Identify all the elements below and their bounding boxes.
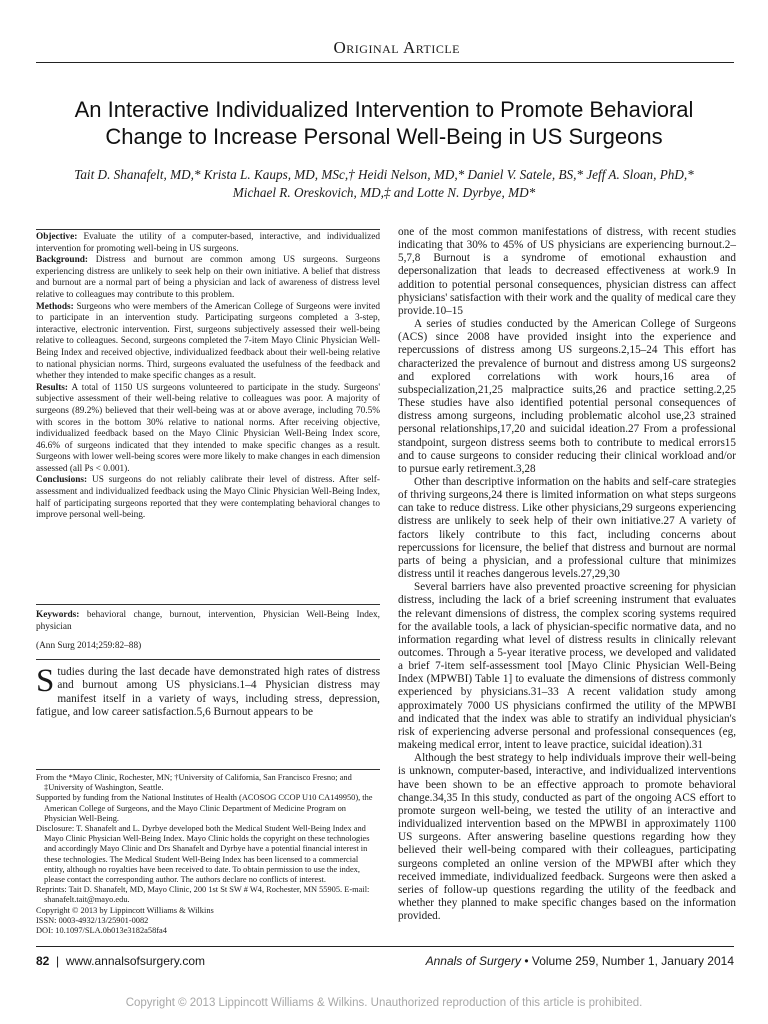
footnote: Supported by funding from the National Institutes of Health (ACOSOG CCOP U10 CA149950), the American College of Surgeons, and the Mayo Clinic Department of Medicine Program on Physician Well-Being. <box>36 793 373 823</box>
section-header: Original Article <box>333 38 460 57</box>
journal-website[interactable]: www.annalsofsurgery.com <box>65 954 205 968</box>
footnotes <box>36 773 380 936</box>
header-rule <box>36 62 734 63</box>
abstract-objective: Objective: Evaluate the utility of a computer-based, interactive, and individualized intervention for promoting well-being in US surgeons. <box>36 232 380 254</box>
journal-name: Annals of Surgery <box>425 954 521 968</box>
footnote: From the *Mayo Clinic, Rochester, MN; †University of California, San Francisco Fresno; and ‡University of Washington, Seattle. <box>36 773 352 793</box>
citation-rule <box>36 659 380 660</box>
title-line: An Interactive Individualized Intervention to Promote Behavioral <box>74 97 694 122</box>
abstract-top-rule <box>36 229 380 230</box>
copyright-notice: Copyright © 2013 Lippincott Williams & Wilkins. Unauthorized reproduction of this article is prohibited. <box>125 997 643 1009</box>
footnote: ISSN: 0003-4932/13/25901-0082 <box>36 915 149 925</box>
abstract-methods: Methods: Surgeons who were members of the American College of Surgeons were invited to participate in an intervention study. Participating surgeons completed a 3-step, interactive, electronic intervention. First, surgeons subjectively assessed their well-being relative to colleagues. Second, surgeons completed the 7-item Mayo Clinic Physician Well-Being Index and received objective, individualized feedback about their well-being relative to national physician norms. Third, surgeons evaluated the usefulness of the feedback and whether they intended to make specific changes as a result. <box>36 301 380 382</box>
page-number: 82 <box>36 954 50 968</box>
footnote: DOI: 10.1097/SLA.0b013e3182a58fa4 <box>36 926 167 936</box>
journal-issue: • Volume 259, Number 1, January 2014 <box>524 954 734 968</box>
body-paragraph: A series of studies conducted by the American College of Surgeons (ACS) since 2008 have provided insight into the experience and repercussions of distress among US surgeons.2,15–24 This effort has characterized the prevalence of burnout and distress among US surgeons2 and explored correlations with work hours,16 area of subspecialization,21,25 malpractice suits,26 and practice setting.2,25 These studies have also identified potential personal consequences of distress among surgeons, including problematic alcohol use,23 strained personal relationships,17,20 and suicidal ideation.27 From a professional standpoint, surgeon distress seems both to contribute to medical errors15 and to cause surgeons to consider reducing their clinical workload and/or to pursue early retirement.3,28 <box>398 318 736 475</box>
dropcap: S <box>36 663 55 699</box>
abstract-bottom-rule <box>36 604 380 605</box>
keywords: Keywords: behavioral change, burnout, intervention, Physician Well-Being Index, physician <box>36 610 380 632</box>
title-line: Change to Increase Personal Well-Being in US Surgeons <box>105 124 663 149</box>
intro-paragraph: Studies during the last decade have demonstrated high rates of distress and burnout among US physicians.1–4 Physician distress may manifest itself in a variety of ways, including stress, depression, fatigue, and low career satisfaction.5,6 Burnout appears to be <box>36 663 380 719</box>
body-paragraph: one of the most common manifestations of distress, with recent studies indicating that 30% to 45% of US physicians are experiencing burnout.2–5,7,8 Burnout is a syndrome of emotional exhaustion and depersonalization that leads to decreased effectiveness at work.9 In addition to potential personal consequences, physician distress can affect physicians' satisfaction with their work and the quality of medical care they provide.10–15 <box>398 226 736 317</box>
abstract-conclusions: Conclusions: US surgeons do not reliably calibrate their level of distress. After self-assessment and individualized feedback using the Mayo Clinic Physician Well-Being Index, half of participating surgeons reported that they were contemplating behavioral changes to improve personal well-being. <box>36 475 381 521</box>
footnote: Reprints: Tait D. Shanafelt, MD, Mayo Clinic, 200 1st St SW # W4, Rochester, MN 55905. E-mail: shanafelt.tait@mayo.edu. <box>36 885 370 905</box>
article-title <box>20 96 748 150</box>
footnote: Copyright © 2013 by Lippincott Williams & Wilkins <box>36 905 214 915</box>
right-column <box>398 226 736 923</box>
footnote: Disclosure: T. Shanafelt and L. Dyrbye developed both the Medical Student Well-Being Index and Mayo Clinic Physician Well-Being Index. Mayo Clinic holds the copyright on these technologies and accordingly Mayo Clinic and Drs Shanafelt and Dyrbye have a potential financial interest in these technologies. The Medical Student Well-Being Index has been licensed to a commercial entity, although no royalties have been received to date. To obtain permission to use the index, please contact the corresponding author. The authors declare no conflicts of interest. <box>36 824 370 885</box>
author-line: Tait D. Shanafelt, MD,* Krista L. Kaups, MD, MSc,† Heidi Nelson, MD,* Daniel V. Satele, BS,* Jeff A. Sloan, PhD,* <box>74 167 694 182</box>
footnote-rule <box>36 769 380 770</box>
abstract-results: Results: A total of 1150 US surgeons volunteered to participate in the study. Surgeons' subjective assessment of their well-being relative to colleagues was poor. A majority of surgeons (89.2%) believed that their well-being was at or above average, including 70.5% with scores in the bottom 30% relative to national norms. After receiving objective, individualized feedback based on the Mayo Clinic Physician Well-Being Index score, 46.6% of surgeons indicated that they intended to make specific changes as a result. Surgeons with lower well-being scores were more likely to make changes in each dimension assessed (all Ps < 0.001). <box>36 382 380 474</box>
author-line: Michael R. Oreskovich, MD,‡ and Lotte N. Dyrbye, MD* <box>232 185 536 200</box>
body-paragraph: Other than descriptive information on the habits and self-care strategies of thriving surgeons,24 there is limited information on what steps surgeons can take to reduce distress. Like other physicians,29 surgeons experiencing distress are unlikely to seek help of their own initiative.27 A variety of factors likely contribute to this fact, including concerns about repercussions for licensure, the belief that distress and burnout are normal parts of being a physician, and a professional culture that minimizes distress until it reaches dangerous levels.27,29,30 <box>398 475 736 581</box>
body-paragraph: Several barriers have also prevented proactive screening for physician distress, including the lack of a brief screening instrument that evaluates the relevant dimensions of distress, the complex scoring systems required for the available tools, a lack of physician-specific normative data, and no information regarding what level of distress results in clinically relevant outcomes. Through a 5-year iterative process, we developed and validated a brief 7-item self-assessment tool [Mayo Clinic Physician Well-Being Index (MPWBI) Table 1] to evaluate the dimensions of distress commonly experienced by physicians.31–33 A recent validation study among approximately 7000 US physicians confirmed the utility of the MPWBI and indicated that the index was able to stratify an individual physician's risk of experiencing adverse personal and professional consequences (eg, makeing medical error, intent to leave practice, suicidal ideation).31 <box>398 581 736 752</box>
abstract-background: Background: Distress and burnout are common among US surgeons. Surgeons experiencing distress are unlikely to seek help on their own initiative. A belief that distress and burnout are a normal part of being a physician and lack of awareness of distress level relative to colleagues may contribute to this problem. <box>36 255 380 300</box>
body-paragraph: Although the best strategy to help individuals improve their well-being is unknown, computer-based, interactive, and individualized interventions have been shown to be an effective approach to promote behavioral change.34,35 In this study, conducted as part of the ongoing ACS effort to promote surgeon well-being, we tested the utility of an interactive and individualized intervention based on the MPWBI in approximately 1100 US surgeons. After answering baseline questions regarding how they believed their well-being compared with their colleagues, participating surgeons completed an online version of the MPWBI after which they received immediate, individualized feedback. Surgeons were then asked a series of follow-up questions regarding the utility of the feedback and whether they planned to make specific changes based on the information provided. <box>398 752 736 923</box>
citation: (Ann Surg 2014;259:82–88) <box>36 641 142 651</box>
page-footer-left <box>36 954 205 968</box>
author-list <box>20 166 748 202</box>
footer-separator: | <box>56 954 60 968</box>
footer-rule <box>36 946 734 947</box>
page-footer-right <box>426 954 734 968</box>
abstract <box>36 232 380 522</box>
